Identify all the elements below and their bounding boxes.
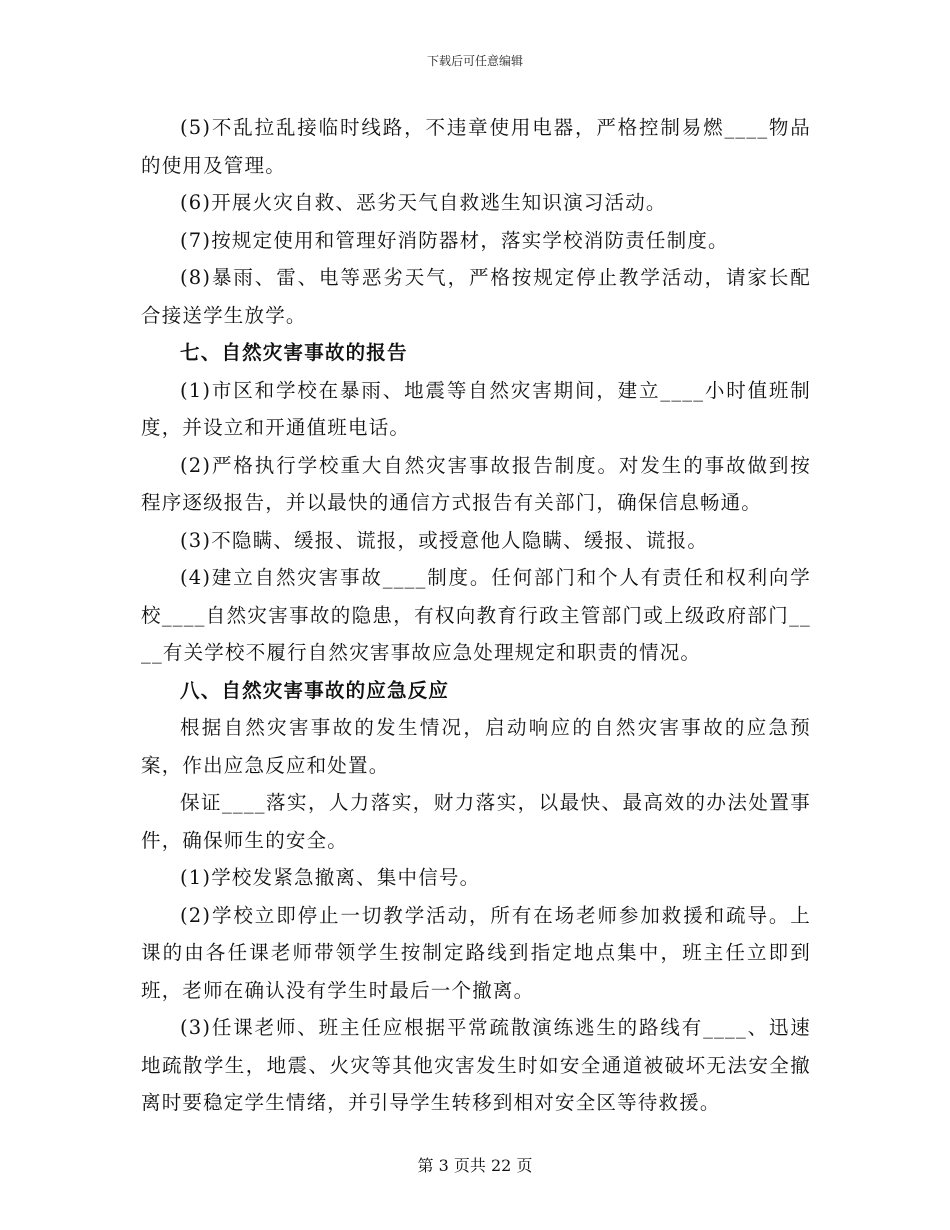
item-6-paragraph: (6)开展火灾自救、恶劣天气自救逃生知识演习活动。 [180, 191, 667, 214]
item-8-paragraph: (8)暴雨、雷、电等恶劣天气，严格按规定停止教学活动，请家长配合接送学生放学。 [141, 266, 811, 327]
response-item-2-paragraph: (2)学校立即停止一切教学活动，所有在场老师参加救援和疏导。上课的由各任课老师带领学生按制定路线到指定地点集中，班主任立即到班，老师在确认没有学生时最后一个撤离。 [141, 903, 811, 1002]
document-body [141, 109, 811, 1122]
page-header: 下载后可任意编辑 [426, 54, 523, 68]
response-item-1-paragraph: (1)学校发紧急撤离、集中信号。 [180, 866, 481, 889]
report-item-4-paragraph: (4)建立自然灾害事故____制度。任何部门和个人有责任和权利向学校____自然灾害事故的隐患，有权向教育行政主管部门或上级政府部门____有关学校不履行自然灾害事故应急处理规定和职责的情况。 [141, 566, 811, 664]
item-7-paragraph: (7)按规定使用和管理好消防器材，落实学校消防责任制度。 [180, 228, 729, 252]
section-heading-8: 八、自然灾害事故的应急反应 [180, 678, 450, 702]
response-item-3-paragraph: (3)任课老师、班主任应根据平常疏散演练逃生的路线有____、迅速地疏散学生，地震、火灾等其他灾害发生时如安全通道被破坏无法安全撤离时要稳定学生情绪，并引导学生转移到相对安全区等待救援。 [141, 1016, 811, 1114]
report-item-3-paragraph: (3)不隐瞒、缓报、谎报，或授意他人隐瞒、缓报、谎报。 [180, 528, 709, 552]
section-heading-7: 七、自然灾害事故的报告 [180, 341, 408, 364]
response-intro-paragraph: 根据自然灾害事故的发生情况，启动响应的自然灾害事故的应急预案，作出应急反应和处置。 [141, 716, 811, 777]
report-item-1-paragraph: (1)市区和学校在暴雨、地震等自然灾害期间，建立____小时值班制度，并设立和开通值班电话。 [141, 378, 811, 439]
response-guarantee-paragraph: 保证____落实，人力落实，财力落实，以最快、最高效的办法处置事件，确保师生的安全。 [141, 791, 811, 852]
page-number-footer: 第 3 页共 22 页 [417, 1156, 533, 1175]
report-item-2-paragraph: (2)严格执行学校重大自然灾害事故报告制度。对发生的事故做到按程序逐级报告，并以最快的通信方式报告有关部门，确保信息畅通。 [141, 453, 811, 514]
item-5-paragraph: (5)不乱拉乱接临时线路，不违章使用电器，严格控制易燃____物品的使用及管理。 [141, 116, 811, 177]
